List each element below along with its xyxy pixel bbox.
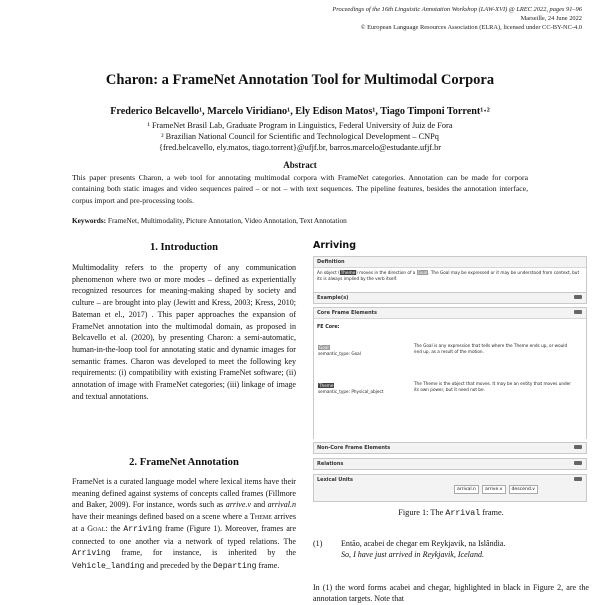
paper-title: Charon: a FrameNet Annotation Tool for Multimodal Corpora bbox=[105, 72, 495, 88]
keywords-label: Keywords: bbox=[72, 216, 107, 225]
frame-element: Theme bbox=[249, 512, 272, 522]
abstract-heading: Abstract bbox=[283, 160, 317, 170]
core-fe-body bbox=[314, 318, 586, 439]
fe-theme-type: semantic_type: Physical_object bbox=[318, 389, 384, 394]
noncore-fe-panel[interactable] bbox=[313, 442, 587, 454]
keywords-list: FrameNet, Multimodality, Picture Annotation, Video Annotation, Text Annotation bbox=[107, 216, 347, 225]
core-fe-label: Core Frame Elements bbox=[317, 310, 378, 316]
text-run: frame. bbox=[256, 560, 280, 570]
license-line: © European Language Resources Association (ELRA), licensed under CC-BY-NC-4.0 bbox=[360, 24, 582, 31]
fe-goal-name: Goal bbox=[319, 345, 329, 350]
caption-frame: Arrival bbox=[445, 509, 481, 518]
example-sentence: Então, acabei de chegar em Reykjavik, na Islândia. bbox=[341, 539, 506, 548]
text-run: An object ( bbox=[317, 270, 340, 275]
text-run: . The Goal may be expressed or it may be understood from context, but its is always implied by the verb itself. bbox=[317, 270, 580, 281]
definition-text bbox=[314, 267, 586, 294]
framenet-paragraph bbox=[72, 476, 296, 573]
fe-theme-definition: The Theme is the object that moves. It may be an entity that moves under its own power, but it need not be. bbox=[414, 381, 571, 392]
fe-goal bbox=[318, 345, 408, 357]
example-translation: So, I have just arrived in Reykjavik, Iceland. bbox=[341, 550, 485, 560]
frame-name: Vehicle_landing bbox=[72, 561, 145, 571]
caption-text: Figure 1: The bbox=[398, 508, 446, 517]
location-line: Marseille, 24 June 2022 bbox=[520, 15, 582, 22]
frame-name: Arriving bbox=[72, 549, 111, 559]
frame-name: Arriving bbox=[123, 524, 163, 534]
definition-panel bbox=[313, 256, 587, 295]
caption-text: frame. bbox=[480, 508, 504, 517]
example-1 bbox=[313, 538, 589, 561]
definition-label: Definition bbox=[317, 259, 345, 265]
figure-1 bbox=[313, 240, 589, 502]
text-run: arrives at a bbox=[72, 512, 297, 533]
lexical-unit-chip[interactable]: descend.v bbox=[509, 485, 539, 494]
intro-heading: 1. Introduction bbox=[149, 242, 219, 253]
fe-core-label: FE Core: bbox=[317, 325, 340, 330]
lexical-units-panel bbox=[313, 474, 587, 502]
framenet-heading: 2. FrameNet Annotation bbox=[129, 457, 239, 468]
noncore-fe-label: Non-Core Frame Elements bbox=[317, 445, 391, 451]
abstract-text: This paper presents Charon, a web tool for annotating multimodal corpora with FrameNet categories. Annotation can be made for corpora containing both static images and video sequences paired – or not – with text sequences. The pipeline features, besides the annotation interface, corpus import and pre-processing tools. bbox=[72, 173, 528, 205]
text-run: frame, for instance, is inherited by the bbox=[110, 548, 296, 558]
text-run: ) moves in the direction of a bbox=[356, 270, 417, 275]
toggle-icon[interactable] bbox=[574, 461, 582, 465]
toggle-icon[interactable] bbox=[574, 310, 582, 314]
lexical-unit-chip[interactable]: arrival.n bbox=[454, 485, 479, 494]
core-fe-panel bbox=[313, 307, 587, 439]
toggle-icon[interactable] bbox=[574, 477, 582, 481]
proceedings-line: Proceedings of the 16th Linguistic Annotation Workshop (LAW-XVI) @ LREC 2022, pages 91–96 bbox=[332, 6, 582, 13]
text-run: FrameNet is a curated language model where lexical items have their meaning defined against systems of concepts called frames (Fillmore and Baker, 2009). For instance, words such as bbox=[72, 477, 296, 510]
example-number: (1) bbox=[313, 539, 323, 548]
frame-title: Arriving bbox=[313, 240, 356, 251]
frame-element: Goal bbox=[87, 523, 106, 533]
lexical-unit-chip[interactable]: arrive.v bbox=[482, 485, 506, 494]
toggle-icon[interactable] bbox=[574, 295, 582, 299]
keywords bbox=[72, 216, 528, 225]
intro-paragraph: Multimodality refers to the property of any communication phenomenon where two or more modes – defined as experientially recognized resources for meaning-making shaped by society and culture – are brought into play (Jewitt and Kress, 2003; Kress, 2010; Bateman et el., 2017) . This paper approaches the expansion of FrameNet annotation into the multimodal domain, as proposed in Belcavello et al. (2020), by presenting Charon: a semi-automatic, human-in-the-loop tool for annotating static and dynamic images for semantic frames. Charon was developed to meet the following key requirements: (i) compatibility with existing FrameNet software; (ii) annotation of image with FrameNet categories; (iii) linkage of image and textual annotations. bbox=[72, 263, 296, 401]
text-run: and preceded by the bbox=[144, 560, 214, 570]
fe-highlight: Goal bbox=[417, 270, 428, 275]
frame-name: Departing bbox=[213, 561, 257, 571]
relations-panel[interactable] bbox=[313, 458, 587, 470]
toggle-icon[interactable] bbox=[574, 445, 582, 449]
fe-highlight: Theme bbox=[340, 270, 356, 275]
fe-theme-name: Theme bbox=[319, 383, 334, 388]
fe-goal-type: semantic_type: Goal bbox=[318, 351, 361, 356]
body-paragraph: In (1) the word forms acabei and chegar, highlighted in black in Figure 2, are the annotation targets. Note that bbox=[313, 583, 589, 604]
author-emails: {fred.belcavello, ely.matos, tiago.torrent}@ufjf.br, barros.marcelo@estudante.ufjf.br bbox=[158, 143, 441, 152]
affiliation-1: ¹ FrameNet Brasil Lab, Graduate Program in Linguistics, Federal University of Juiz de Fora bbox=[147, 121, 453, 130]
text-run: frame (Figure 1). Moreover, frames are connected to one another via a network of typed relations. The bbox=[72, 523, 297, 546]
examples-panel[interactable] bbox=[313, 292, 587, 304]
running-header bbox=[332, 5, 582, 32]
fe-goal-definition: The Goal is any expression that tells where the Theme ends up, or would end up, as a result of the motion. bbox=[414, 343, 568, 354]
text-run: : the bbox=[105, 523, 124, 533]
lexical-unit-list bbox=[454, 485, 538, 494]
lexical-unit: arrive.v bbox=[225, 500, 252, 510]
relations-label: Relations bbox=[317, 461, 344, 467]
author-list: Frederico Belcavello¹, Marcelo Viridiano¹, Ely Edison Matos¹, Tiago Timponi Torrent¹·² bbox=[110, 106, 490, 117]
lexical-units-label: Lexical Units bbox=[317, 477, 354, 483]
text-run: have their meanings defined based on a scene where a bbox=[72, 512, 250, 522]
fe-theme bbox=[318, 383, 414, 395]
examples-label: Example(s) bbox=[317, 295, 349, 301]
lexical-unit: arrival.n bbox=[267, 500, 296, 510]
affiliation-2: ² Brazilian National Council for Scientific and Technological Development – CNPq bbox=[161, 132, 439, 141]
text-run: and bbox=[251, 500, 268, 510]
figure-caption bbox=[313, 508, 589, 518]
